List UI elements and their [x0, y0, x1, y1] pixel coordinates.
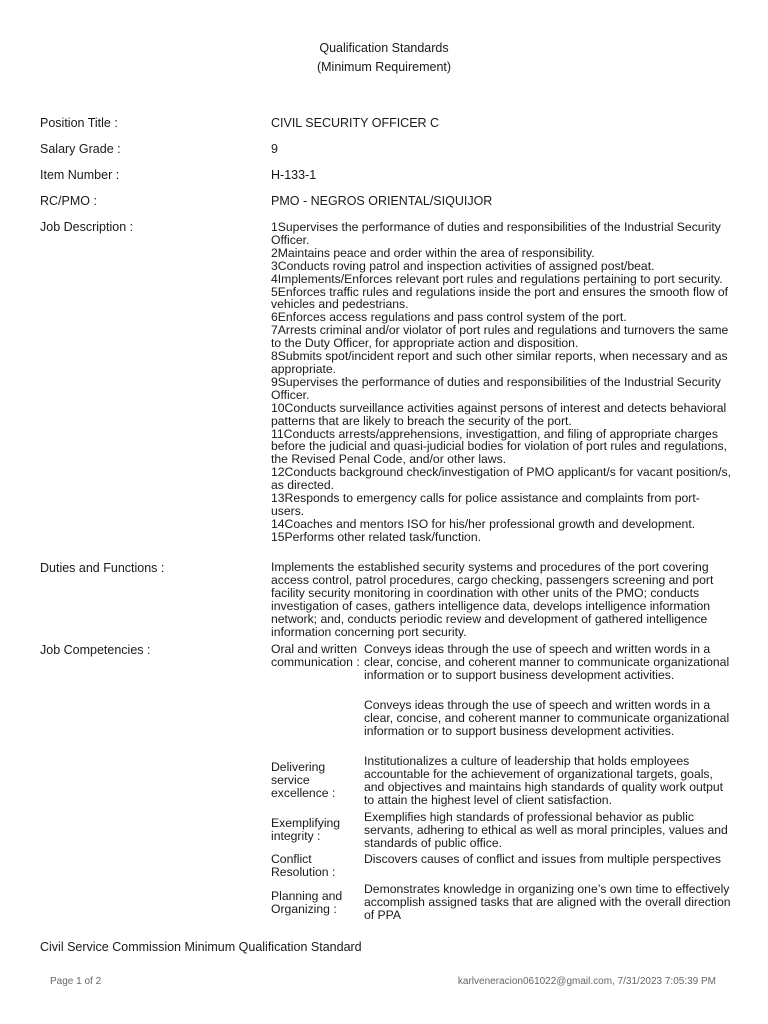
competency-desc-conflict: Discovers causes of conflict and issues from multiple perspectives — [364, 852, 721, 866]
list-item: 1Supervises the performance of duties and responsibilities of the Industrial Security Officer. — [271, 220, 721, 247]
page-number: Page 1 of 2 — [50, 976, 102, 987]
job-description-label: Job Description : — [40, 220, 134, 234]
list-item: 3Conducts roving patrol and inspection activities of assigned post/beat. — [271, 258, 655, 273]
rcpmo-value: PMO - NEGROS ORIENTAL/SIQUIJOR — [271, 194, 493, 208]
list-item: 14Coaches and mentors ISO for his/her professional growth and development. — [271, 516, 696, 531]
document-header — [0, 39, 768, 77]
duties-label: Duties and Functions : — [40, 561, 165, 575]
competency-name-oral: Oral and written communication : — [271, 642, 360, 669]
list-item: 15Performs other related task/function. — [271, 529, 482, 544]
item-number-label: Item Number : — [40, 168, 120, 182]
list-item: 10Conducts surveillance activities against persons of interest and detects behavioral patterns that are likely to breach the security of the port. — [271, 400, 727, 428]
duties-text: Implements the established security systems and procedures of the port covering access control, patrol procedures, cargo checking, passengers screening and port facility security monitoring in coordination with other units of the PMO; conducts investigation of cases, gathers intelligence data, develops intelligence information network; and, conducts periodic review and development of gathered intelligence information concerning port security. — [271, 560, 714, 639]
list-item: 11Conducts arrests/apprehensions, investigattion, and filing of appropriate charges before the judicial and quasi-judicial bodies for violation of port rules and regulations, the Revised Penal Code, and/or other laws. — [271, 426, 727, 467]
print-stamp: karlveneracion061022@gmail.com, 7/31/2023 7:05:39 PM — [457, 976, 716, 987]
competency-desc-integrity: Exemplifies high standards of professional behavior as public servants, adhering to ethical as well as moral principles, values and standards of public office. — [364, 810, 728, 850]
salary-grade-label: Salary Grade : — [40, 142, 121, 156]
list-item: 2Maintains peace and order within the area of responsibility. — [271, 245, 595, 260]
rcpmo-label: RC/PMO : — [40, 194, 97, 208]
competencies-label: Job Competencies : — [40, 643, 151, 657]
competency-desc-oral-a: Conveys ideas through the use of speech and written words in a clear, concise, and coherent manner to communicate organizational information or to support business development activities. — [364, 642, 730, 682]
competency-name-service: Delivering service excellence : — [271, 760, 336, 800]
list-item: 9Supervises the performance of duties and responsibilities of the Industrial Security Officer. — [271, 374, 721, 402]
csc-heading: Civil Service Commission Minimum Qualification Standard — [40, 940, 362, 954]
competency-desc-service: Institutionalizes a culture of leadership that holds employees accountable for the achievement of organizational targets, goals, and objectives and maintains high standards of quality work output to attain the highest level of client satisfaction. — [364, 754, 724, 807]
competency-desc-planning: Demonstrates knowledge in organizing one’s own time to effectively accomplish assigned tasks that are aligned with the overall direction of PPA — [364, 882, 731, 922]
list-item: 12Conducts background check/investigation of PMO applicant/s for vacant position/s, as directed. — [271, 465, 731, 493]
position-title-value: CIVIL SECURITY OFFICER C — [271, 116, 440, 130]
competency-name-integrity: Exemplifying integrity : — [271, 816, 341, 843]
competency-name-planning: Planning and Organizing : — [271, 889, 343, 916]
list-item: 6Enforces access regulations and pass control system of the port. — [271, 310, 627, 325]
list-item: 4Implements/Enforces relevant port rules and regulations pertaining to port security. — [271, 271, 723, 286]
salary-grade-value: 9 — [271, 142, 278, 156]
competency-desc-oral-b: Conveys ideas through the use of speech and written words in a clear, concise, and coherent manner to communicate organizational information or to support business development activities. — [364, 698, 730, 738]
list-item: 8Submits spot/incident report and such other similar reports, when necessary and as appropriate. — [271, 349, 728, 376]
list-item: 7Arrests criminal and/or violator of port rules and regulations and turnovers the same to the Duty Officer, for appropriate action and disposition. — [271, 323, 729, 351]
item-number-value: H-133-1 — [271, 168, 317, 182]
list-item: 13Responds to emergency calls for police assistance and complaints from port-users. — [271, 491, 700, 518]
document-title: Qualification Standards — [319, 41, 449, 55]
document-subtitle: (Minimum Requirement) — [316, 60, 452, 74]
position-title-label: Position Title : — [40, 116, 118, 130]
competency-name-conflict: Conflict Resolution : — [271, 852, 336, 879]
list-item: 5Enforces traffic rules and regulations inside the port and ensures the smooth flow of vehicles and pedestrians. — [271, 284, 729, 312]
job-description-list — [271, 221, 731, 544]
